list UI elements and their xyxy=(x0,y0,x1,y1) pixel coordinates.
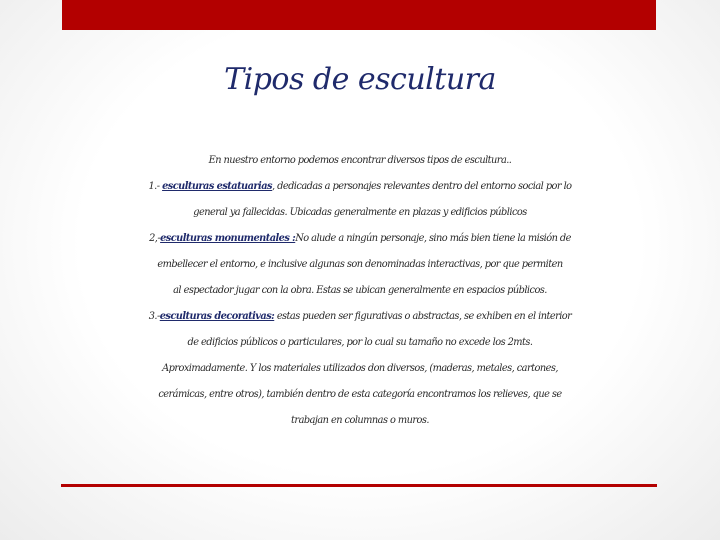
body-line: trabajan en columnas o muros. xyxy=(291,415,429,426)
slide-body-text xyxy=(0,148,720,434)
body-line: general ya fallecidas. Ubicadas generalmente en plazas y edificios públicos xyxy=(193,207,527,218)
body-line: cerámicas, entre otros), también dentro de esta categoría encontramos los relieves, que se xyxy=(158,389,562,400)
body-line: Aproximadamente. Y los materiales utilizados don diversos, (maderas, metales, cartones, xyxy=(162,363,558,374)
body-line: de edificios públicos o particulares, por lo cual su tamaño no excede los 2mts. xyxy=(187,337,533,348)
list-number: 2,- xyxy=(149,233,161,244)
body-line xyxy=(0,304,720,330)
body-line: En nuestro entorno podemos encontrar diversos tipos de escultura.. xyxy=(208,155,512,166)
body-line: al espectador jugar con la obra. Estas se ubican generalmente en espacios públicos. xyxy=(173,285,547,296)
keyword-monumentales: esculturas monumentales : xyxy=(160,233,296,244)
slide-title: Tipos de escultura xyxy=(224,62,496,97)
keyword-estatuarias: esculturas estatuarias xyxy=(162,181,272,192)
top-accent-bar xyxy=(62,0,656,30)
list-number: 1.- xyxy=(148,181,163,192)
list-number: 3.- xyxy=(148,311,160,322)
body-text: estas pueden ser figurativas o abstractas, se exhiben en el interior xyxy=(274,311,572,322)
body-line: embellecer el entorno, e inclusive algunas son denominadas interactivas, por que permiten xyxy=(157,259,563,270)
body-line xyxy=(0,174,720,200)
bottom-accent-line xyxy=(61,484,657,487)
body-text: No alude a ningún personaje, sino más bien tiene la misión de xyxy=(295,233,571,244)
body-line xyxy=(0,226,720,252)
body-text: , dedicadas a personajes relevantes dentro del entorno social por lo xyxy=(271,181,572,192)
keyword-decorativas: esculturas decorativas: xyxy=(159,311,275,322)
